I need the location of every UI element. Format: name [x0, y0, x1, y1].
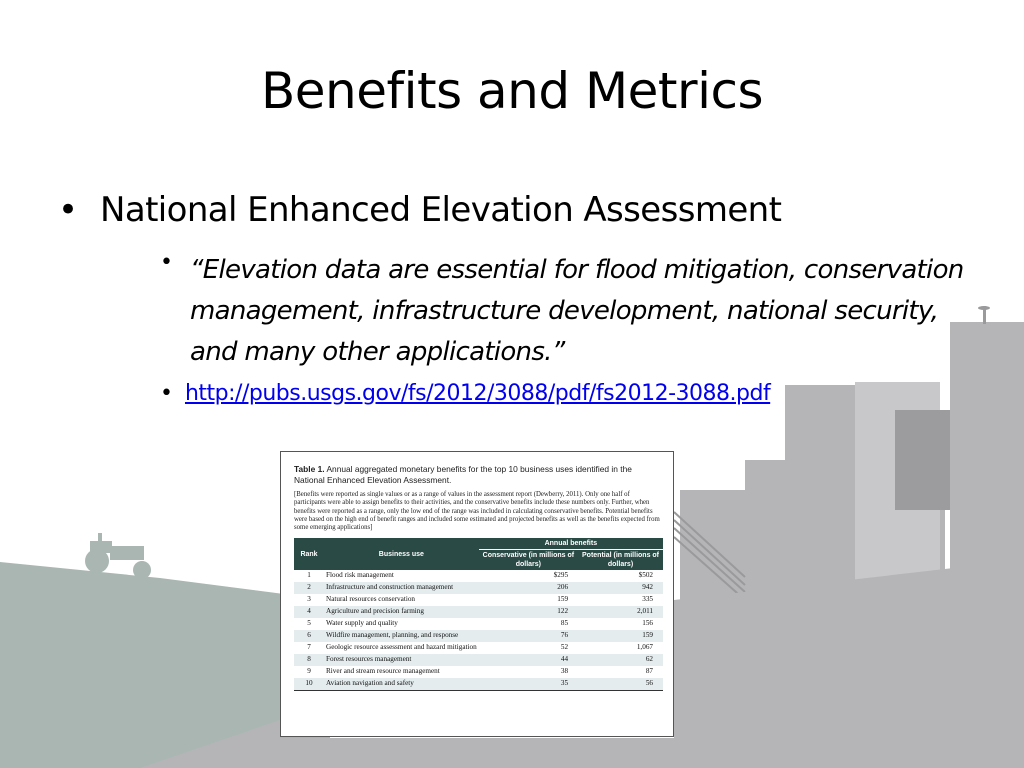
conservative-cell: 76 [479, 630, 578, 642]
conservative-cell: 85 [560, 619, 569, 628]
business-use-cell: Wildfire management, planning, and response [324, 630, 479, 642]
rank-cell: 2 [294, 582, 324, 594]
table-note: [Benefits were reported as single values or as a range of values in the assessment report (Dewberry, 2011). Only one half of participants were able to assign benefits to their activities, and the conservative benefits include these numbers only. Further, when benefits were reported as a range, only the low end of the range was included in calculating conservative benefits. Potential benefits were based on the high end of benefit ranges and included some estimated and projected benefits as well as the benefits expected from some emerging applications] [294, 491, 660, 532]
business-use-cell: River and stream resource management [326, 666, 440, 675]
table-caption [294, 464, 663, 485]
business-use-cell: Forest resources management [324, 654, 479, 666]
bullet-dot: • [160, 250, 173, 275]
benefits-table [294, 538, 663, 690]
table-row [294, 666, 663, 678]
potential-cell: 87 [645, 666, 653, 675]
bullet-national-assessment [58, 190, 781, 230]
rank-cell: 4 [294, 606, 324, 618]
conservative-cell: 38 [560, 666, 569, 675]
table-row [294, 606, 663, 618]
conservative-cell: 122 [479, 606, 578, 618]
bullet-dot: • [58, 190, 78, 230]
tractor-icon [85, 533, 151, 579]
potential-cell: 2,011 [578, 606, 663, 618]
table-row [294, 630, 663, 642]
business-use-cell: Aviation navigation and safety [324, 678, 479, 690]
rank-cell: 3 [307, 595, 311, 604]
business-use-cell: Agriculture and precision farming [324, 606, 479, 618]
usgs-pdf-link[interactable]: http://pubs.usgs.gov/fs/2012/3088/pdf/fs2012-3088.pdf [184, 381, 771, 406]
table-row [294, 642, 663, 654]
table-caption-text: Annual aggregated monetary benefits for the top 10 business uses identified in the National Enhanced Elevation Assessment. [294, 464, 632, 485]
rank-cell: 7 [307, 642, 311, 651]
rank-cell: 10 [294, 678, 324, 690]
bullet-text: National Enhanced Elevation Assessment [100, 190, 782, 230]
conservative-cell: 44 [479, 654, 578, 666]
table-row [294, 570, 663, 582]
header-rank: Rank [294, 538, 324, 570]
header-potential: Potential (in millions of dollars) [578, 550, 663, 571]
potential-cell: 335 [642, 595, 653, 604]
table-row [294, 654, 663, 666]
table-label: Table 1. [294, 464, 325, 474]
potential-cell: 156 [642, 619, 653, 628]
table-row [294, 582, 663, 594]
business-use-cell: Flood risk management [326, 571, 394, 580]
header-conservative: Conservative (in millions of dollars) [479, 550, 578, 571]
potential-cell: 1,067 [636, 642, 653, 651]
table-row [294, 618, 663, 630]
conservative-cell: 52 [560, 642, 569, 651]
business-use-cell: Water supply and quality [326, 619, 398, 628]
potential-cell: 942 [578, 582, 663, 594]
rank-cell: 8 [294, 654, 324, 666]
potential-cell: $502 [638, 571, 653, 580]
business-use-cell: Infrastructure and construction management [324, 582, 479, 594]
header-business-use: Business use [324, 538, 479, 570]
conservative-cell: $295 [553, 571, 569, 580]
slide-title: Benefits and Metrics [260, 62, 763, 120]
rank-cell: 5 [307, 619, 311, 628]
benefits-table-figure [280, 451, 674, 737]
quote-text: “Elevation data are essential for flood mitigation, conservation management, infrastructure development, national security, and many other applications.” [190, 255, 964, 367]
conservative-cell: 35 [479, 678, 578, 690]
conservative-cell: 206 [479, 582, 578, 594]
potential-cell: 56 [578, 678, 663, 690]
bullet-dot: • [160, 381, 173, 406]
link-bullet [160, 381, 770, 406]
business-use-cell: Natural resources conservation [326, 595, 416, 604]
rank-cell: 9 [307, 666, 311, 675]
potential-cell: 159 [578, 630, 663, 642]
potential-cell: 62 [578, 654, 663, 666]
rank-cell: 1 [307, 571, 311, 580]
rank-cell: 6 [294, 630, 324, 642]
conservative-cell: 159 [557, 595, 569, 604]
business-use-cell: Geologic resource assessment and hazard mitigation [326, 642, 477, 651]
table-row [294, 678, 663, 690]
table-row [294, 594, 663, 606]
header-annual-benefits: Annual benefits [479, 538, 663, 550]
